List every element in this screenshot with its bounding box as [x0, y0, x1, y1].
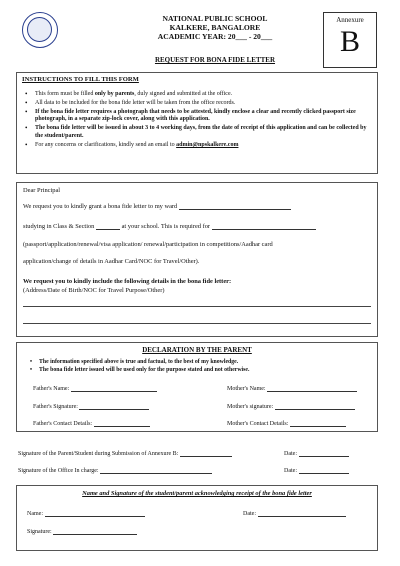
acknowledgement-title: Name and Signature of the student/parent acknowledging receipt of the bona fide letter [82, 490, 312, 497]
parent-signature-field[interactable] [180, 450, 232, 457]
letter-line-2: studying in Class & Section at your school. This is required for [23, 223, 316, 230]
ack-date-row: Date: [243, 510, 346, 517]
letter-line-3: (passport/application/renewal/visa application/ renewal/participation in competitions/Aadhar card [23, 241, 273, 248]
mothers-name-row: Mother's Name: [227, 385, 357, 392]
request-letter-box [16, 182, 378, 337]
ack-name-row: Name: [27, 510, 145, 517]
fathers-contact-field[interactable] [94, 420, 150, 427]
instruction-item: • All data to be included for the bona fide letter will be taken from the office records. [23, 100, 373, 108]
salutation: Dear Principal [23, 187, 61, 194]
school-location: KALKERE, BANGALORE [169, 23, 261, 32]
admin-email-link[interactable]: admin@npskalkere.com [176, 141, 239, 148]
ack-signature-row: Signature: [27, 528, 137, 535]
declaration-list [29, 359, 249, 374]
class-section-field[interactable] [96, 223, 120, 230]
office-date-field[interactable] [299, 467, 349, 474]
instructions-list [23, 91, 373, 151]
instruction-item: • The bona fide letter will be issued in about 3 to 4 working days, from the date of receipt of this application and can be collected by the student/parent. [23, 125, 373, 141]
annexure-label: Annexure [336, 16, 364, 24]
mothers-contact-field[interactable] [290, 420, 346, 427]
acknowledgement-box [16, 485, 378, 551]
fathers-contact-row: Father's Contact Details: [33, 420, 150, 427]
letter-line-4: application/change of details in Aadhar Card/NOC for Travel/Other). [23, 258, 200, 265]
details-field-line-1[interactable] [23, 306, 371, 307]
fathers-signature-row: Father's Signature: [33, 403, 149, 410]
purpose-field[interactable] [212, 223, 316, 230]
instructions-heading: INSTRUCTIONS TO FILL THIS FORM [22, 76, 139, 83]
academic-year: ACADEMIC YEAR: 20___ - 20___ [157, 32, 273, 41]
mothers-signature-field[interactable] [275, 403, 355, 410]
instruction-item: • If the bona fide letter requires a photograph that needs to be attested, kindly enclose a clear and recently clicked passport size photograph, in a separate zip-lock cover, along with this application. [23, 109, 373, 125]
annexure-box [323, 12, 377, 68]
school-header [110, 14, 320, 41]
parent-date-row: Date: [284, 450, 349, 457]
form-title: REQUEST FOR BONA FIDE LETTER [154, 56, 276, 64]
instruction-item: • This form must be filled only by parents, duly signed and submitted at the office. [23, 91, 373, 99]
mothers-name-field[interactable] [267, 385, 357, 392]
ward-name-field[interactable] [179, 203, 291, 210]
request-details-options: (Address/Date of Birth/NOC for Travel Purpose/Other) [23, 287, 165, 294]
ack-name-field[interactable] [45, 510, 145, 517]
office-signature-field[interactable] [100, 467, 212, 474]
mothers-contact-row: Mother's Contact Details: [227, 420, 346, 427]
office-signature-row: Signature of the Office In charge: [18, 467, 212, 474]
declaration-item: • The information specified above is true and factual, to the best of my knowledge. [29, 359, 249, 367]
declaration-box [16, 342, 378, 432]
details-field-line-2[interactable] [23, 323, 371, 324]
school-name: NATIONAL PUBLIC SCHOOL [162, 14, 268, 23]
parent-date-field[interactable] [299, 450, 349, 457]
ack-date-field[interactable] [258, 510, 346, 517]
fathers-name-field[interactable] [71, 385, 157, 392]
school-logo [22, 12, 58, 48]
fathers-name-row: Father's Name: [33, 385, 157, 392]
ack-signature-field[interactable] [53, 528, 137, 535]
instructions-box [16, 72, 378, 174]
declaration-title: DECLARATION BY THE PARENT [142, 346, 252, 354]
declaration-item: • The bona fide letter issued will be used only for the purpose stated and not otherwise. [29, 367, 249, 375]
annexure-letter: B [339, 25, 360, 58]
fathers-signature-field[interactable] [79, 403, 149, 410]
letter-line-1: We request you to kindly grant a bona fide letter to my ward [23, 203, 291, 210]
request-details-heading: We request you to kindly include the following details in the bona fide letter: [23, 278, 232, 285]
mothers-signature-row: Mother's signature: [227, 403, 355, 410]
instruction-item: • For any concerns or clarifications, kindly send an email to admin@npskalkere.com [23, 142, 373, 150]
office-date-row: Date: [284, 467, 349, 474]
parent-signature-row: Signature of the Parent/Student during Submission of Annexure B: [18, 450, 232, 457]
